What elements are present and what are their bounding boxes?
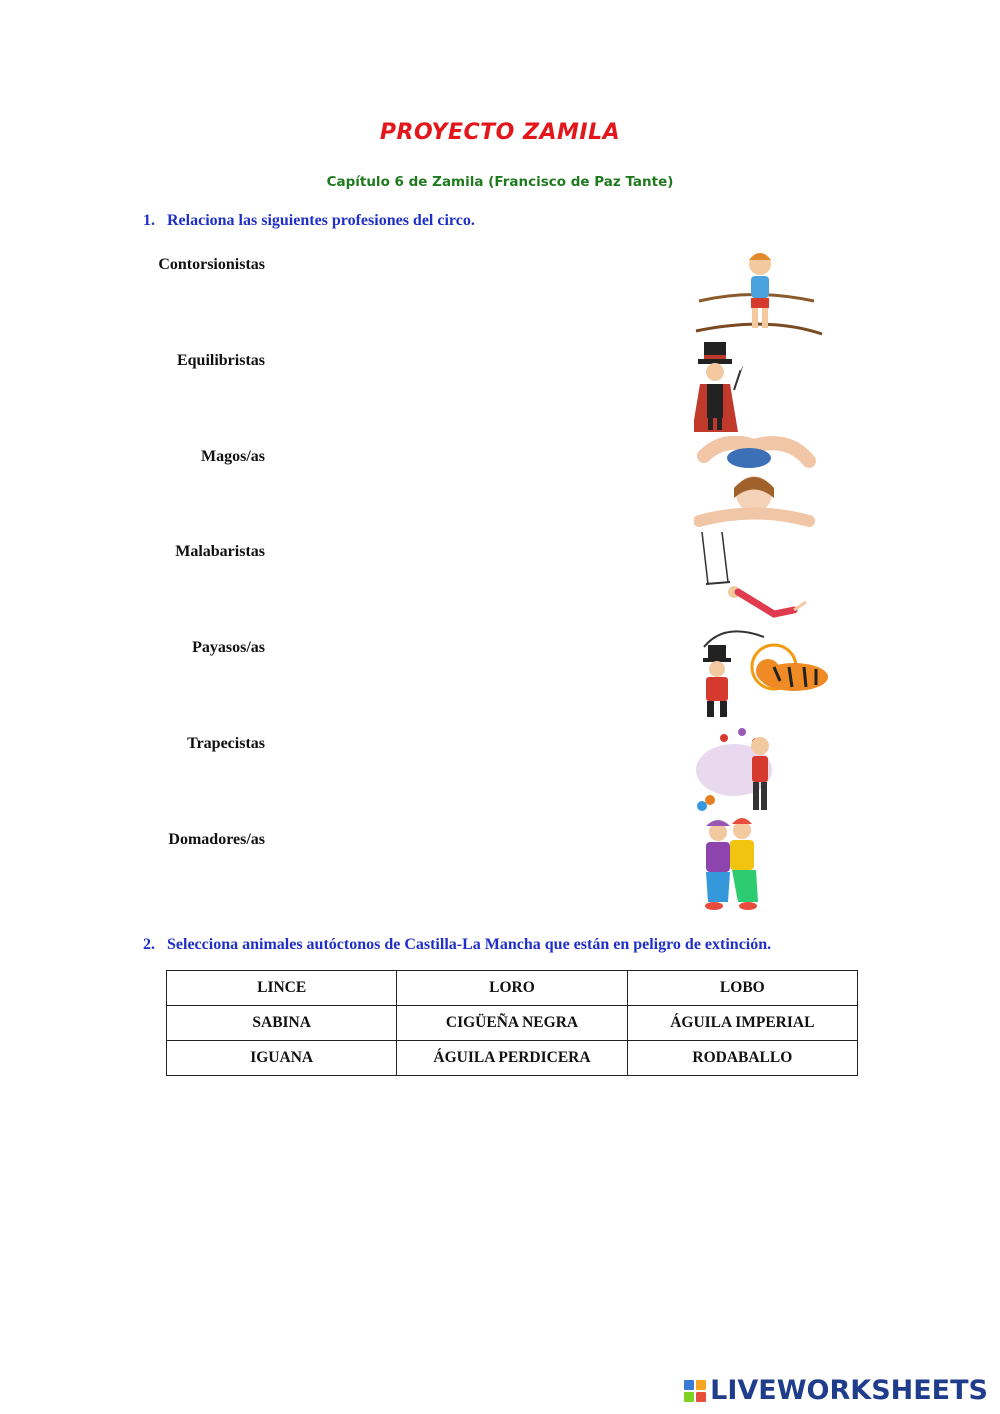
animal-option[interactable]: IGUANA xyxy=(167,1041,397,1076)
question-2-text: Selecciona animales autóctonos de Castilla-La Mancha que están en peligro de extinción. xyxy=(167,936,772,953)
animal-option[interactable]: SABINA xyxy=(167,1006,397,1041)
table-row xyxy=(167,971,858,1006)
lion-tamer-icon[interactable] xyxy=(694,627,844,719)
brand-name: LIVEWORKSHEETS xyxy=(710,1375,988,1406)
question-1-number: 1. xyxy=(143,212,155,229)
question-1 xyxy=(143,212,475,230)
profession-item[interactable]: Contorsionistas xyxy=(158,256,265,273)
trapeze-artist-icon[interactable] xyxy=(694,532,844,624)
question-1-text: Relaciona las siguientes profesiones del circo. xyxy=(167,212,475,229)
magician-icon[interactable] xyxy=(694,340,844,432)
animal-option[interactable]: LORO xyxy=(397,971,627,1006)
table-row xyxy=(167,1041,858,1076)
contortionist-icon[interactable] xyxy=(694,436,844,528)
juggler-icon[interactable] xyxy=(694,722,844,814)
animals-table xyxy=(166,970,858,1076)
animal-option[interactable]: CIGÜEÑA NEGRA xyxy=(397,1006,627,1041)
page-title: PROYECTO ZAMILA xyxy=(379,120,621,145)
table-row xyxy=(167,1006,858,1041)
animal-option[interactable]: RODABALLO xyxy=(627,1041,857,1076)
animal-option[interactable]: LOBO xyxy=(627,971,857,1006)
animal-option[interactable]: LINCE xyxy=(167,971,397,1006)
tightrope-walker-icon[interactable] xyxy=(694,246,844,338)
profession-item[interactable]: Magos/as xyxy=(201,448,265,465)
profession-item[interactable]: Equilibristas xyxy=(176,352,265,369)
question-2-number: 2. xyxy=(143,936,155,953)
question-2 xyxy=(143,936,771,954)
profession-item[interactable]: Domadores/as xyxy=(168,831,265,848)
profession-item[interactable]: Trapecistas xyxy=(187,735,265,752)
liveworksheets-logo xyxy=(684,1375,988,1406)
profession-item[interactable]: Malabaristas xyxy=(175,543,265,560)
page-subtitle: Capítulo 6 de Zamila (Francisco de Paz Tante) xyxy=(326,174,674,190)
clowns-icon[interactable] xyxy=(694,818,844,910)
animal-option[interactable]: ÁGUILA IMPERIAL xyxy=(627,1006,857,1041)
logo-mark-icon xyxy=(684,1380,706,1402)
animal-option[interactable]: ÁGUILA PERDICERA xyxy=(397,1041,627,1076)
profession-item[interactable]: Payasos/as xyxy=(192,639,265,656)
